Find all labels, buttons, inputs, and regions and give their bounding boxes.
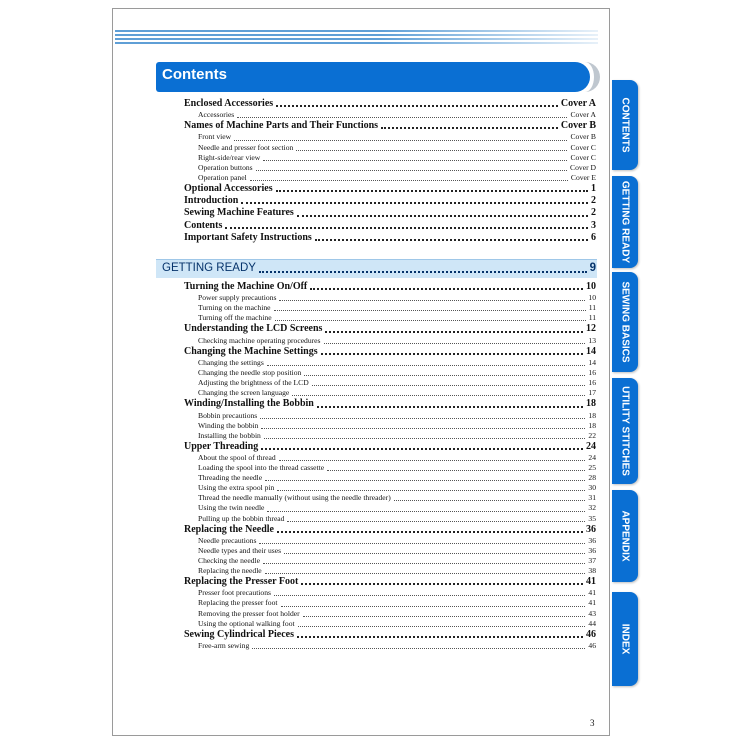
toc-entry-page: 11 [588, 303, 596, 313]
leader-dots [277, 485, 585, 491]
leader-dots [276, 183, 588, 192]
toc-entry-page: 10 [588, 293, 596, 303]
toc-entry-page: 46 [586, 628, 596, 640]
toc-entry-label: Replacing the needle [198, 566, 262, 576]
leader-dots [284, 548, 585, 554]
toc-entry-label: Changing the needle stop position [198, 368, 302, 378]
section-heading-page: 9 [589, 262, 596, 274]
leader-dots [325, 324, 583, 333]
toc-entry-label: Checking machine operating procedures [198, 335, 321, 345]
toc-subentry[interactable] [184, 473, 596, 483]
leader-dots [252, 643, 585, 649]
toc-entry-label: Threading the needle [198, 473, 263, 483]
header-stripes-fade [115, 30, 598, 46]
toc-subentry[interactable] [184, 368, 596, 378]
toc-entry-page: Cover C [570, 142, 596, 152]
toc-subentry[interactable] [184, 336, 596, 346]
toc-subentry[interactable] [184, 173, 596, 183]
toc-entry[interactable] [184, 98, 596, 110]
toc-entry-label: Turning on the machine [198, 303, 271, 313]
toc-entry-label: Contents [184, 219, 223, 231]
leader-dots [321, 346, 583, 355]
toc-subentry[interactable] [184, 378, 596, 388]
leader-dots [324, 337, 586, 343]
toc-entry-label: Adjusting the brightness of the LCD [198, 378, 309, 388]
toc-entry-page: Cover C [570, 152, 596, 162]
toc-subentry[interactable] [184, 556, 596, 566]
toc-entry-label: Accessories [198, 110, 235, 120]
toc-entry-label: Checking the needle [198, 556, 260, 565]
toc-entry-label: Turning off the machine [198, 313, 272, 323]
toc-entry-page: 44 [588, 618, 596, 628]
toc-entry-label: Free-arm sewing [198, 640, 250, 650]
leader-dots [274, 305, 586, 311]
section-heading-label: GETTING READY [162, 262, 256, 274]
toc-entry-label: Optional Accessories [184, 182, 273, 194]
toc-entry-label: Changing the screen language [198, 388, 290, 398]
toc-entry[interactable] [184, 281, 596, 293]
toc-entry-page: Cover B [560, 120, 596, 132]
toc-entry-label: Upper Threading [184, 440, 259, 452]
leader-dots [259, 263, 587, 273]
leader-dots [287, 515, 585, 521]
leader-dots [303, 610, 586, 616]
toc-entry-page: 46 [588, 640, 596, 650]
leader-dots [298, 620, 586, 626]
toc-entry-label: Using the optional walking foot [198, 618, 295, 628]
toc-subentry[interactable] [184, 358, 596, 368]
leader-dots [225, 220, 588, 229]
toc-entry[interactable] [184, 524, 596, 536]
toc-entry-page: 11 [588, 313, 596, 323]
toc-entry-label: About the spool of thread [198, 452, 276, 462]
toc-entry-page: 28 [588, 473, 596, 483]
toc-entry-page: 12 [586, 323, 596, 335]
leader-dots [265, 568, 586, 574]
section-heading[interactable] [162, 259, 596, 277]
toc-entry-label: Pulling up the bobbin thread [198, 513, 285, 523]
tab-utility-stitches[interactable] [612, 378, 638, 484]
leader-dots [279, 455, 586, 461]
toc-entry-page: 3 [591, 219, 596, 231]
toc-entry-page: 18 [588, 420, 596, 430]
toc-entry-page: 38 [588, 566, 596, 576]
leader-dots [234, 134, 567, 140]
toc-entry[interactable] [184, 629, 596, 641]
leader-dots [267, 360, 586, 366]
leader-dots [292, 390, 585, 396]
toc-entry-page: 22 [588, 430, 596, 440]
toc-section-list [184, 281, 596, 651]
toc-entry-page: 6 [591, 231, 596, 243]
leader-dots [267, 505, 585, 511]
toc-entry-page: 16 [588, 368, 596, 378]
leader-dots [317, 399, 583, 408]
toc-entry[interactable] [184, 323, 596, 335]
toc-entry-label: Using the twin needle [198, 503, 265, 513]
leader-dots [296, 144, 567, 150]
toc-entry-label: Removing the presser foot holder [198, 608, 300, 618]
toc-entry-label: Sewing Cylindrical Pieces [184, 628, 294, 640]
leader-dots [301, 576, 583, 585]
toc-entry-label: Installing the bobbin [198, 430, 261, 440]
leader-dots [304, 370, 585, 376]
leader-dots [263, 558, 585, 564]
toc-entry-page: 37 [588, 556, 596, 565]
tab-index[interactable] [612, 592, 638, 686]
toc-subentry[interactable] [184, 110, 596, 120]
toc-entry[interactable] [184, 232, 596, 244]
toc-subentry[interactable] [184, 411, 596, 421]
toc-entry[interactable] [184, 220, 596, 232]
toc-entry-page: 2 [591, 207, 596, 219]
toc-entry[interactable] [184, 346, 596, 358]
toc-entry-label: Changing the settings [198, 357, 264, 367]
toc-subentry[interactable] [184, 163, 596, 173]
toc-entry-label: Turning the Machine On/Off [184, 281, 308, 292]
toc-subentry[interactable] [184, 598, 596, 608]
leader-dots [297, 629, 583, 638]
tab-label: CONTENTS [619, 97, 631, 153]
leader-dots [260, 412, 585, 418]
toc-subentry[interactable] [184, 641, 596, 651]
tab-label: APPENDIX [619, 510, 631, 562]
toc-entry-label: Operation buttons [198, 162, 253, 172]
toc-subentry[interactable] [184, 153, 596, 163]
toc-entry-page: Cover A [560, 98, 596, 109]
page-number: 3 [590, 718, 595, 728]
leader-dots [237, 112, 567, 118]
leader-dots [276, 98, 558, 107]
tab-getting-ready[interactable] [612, 176, 638, 268]
leader-dots [263, 154, 567, 160]
toc-entry-label: Using the extra spool pin [198, 483, 275, 493]
toc-subentry[interactable] [184, 421, 596, 431]
toc-entry-label: Sewing Machine Features [184, 207, 294, 219]
toc-entry-page: 18 [588, 410, 596, 420]
toc-entry[interactable] [184, 195, 596, 207]
toc-entry-label: Names of Machine Parts and Their Functions [184, 120, 379, 132]
contents-header-cap [560, 62, 590, 92]
toc-subentry[interactable] [184, 453, 596, 463]
leader-dots [241, 195, 588, 204]
toc-entry-page: 16 [588, 378, 596, 388]
toc-subentry[interactable] [184, 619, 596, 629]
toc-entry-page: Cover E [570, 172, 596, 182]
leader-dots [256, 165, 567, 171]
toc-entry-page: 30 [588, 483, 596, 493]
tab-sewing-basics[interactable] [612, 272, 638, 372]
toc-entry[interactable] [184, 120, 596, 132]
toc-subentry[interactable] [184, 566, 596, 576]
toc-entry-label: Replacing the Needle [184, 523, 274, 535]
toc-subentry[interactable] [184, 143, 596, 153]
toc-entry-page: 24 [588, 452, 596, 462]
toc-subentry[interactable] [184, 431, 596, 441]
toc-entry-label: Winding the bobbin [198, 420, 259, 430]
toc-entry-page: 13 [588, 335, 596, 345]
tab-label: SEWING BASICS [619, 281, 631, 363]
toc-entry-label: Right-side/rear view [198, 152, 261, 162]
toc-entry-label: Needle and presser foot section [198, 142, 294, 152]
toc-entry-page: Cover D [570, 162, 596, 172]
toc-entry-page: 17 [588, 388, 596, 398]
toc-entry-page: 10 [586, 281, 596, 292]
toc-entry-page: 43 [588, 608, 596, 618]
leader-dots [310, 281, 583, 290]
toc-entry-label: Understanding the LCD Screens [184, 323, 323, 335]
toc-entry-page: 14 [588, 357, 596, 367]
leader-dots [250, 175, 568, 181]
toc-subentry[interactable] [184, 483, 596, 493]
toc-entry-page: 36 [586, 523, 596, 535]
toc-subentry[interactable] [184, 293, 596, 303]
toc-entry[interactable] [184, 441, 596, 453]
tab-contents[interactable] [612, 80, 638, 170]
toc-subentry[interactable] [184, 313, 596, 323]
leader-dots [261, 441, 583, 450]
toc-entry-label: Loading the spool into the thread cassette [198, 463, 325, 473]
toc-entry-page: Cover A [570, 110, 596, 120]
toc-entry-label: Replacing the Presser Foot [184, 576, 299, 588]
tab-label: UTILITY STITCHES [619, 386, 631, 476]
toc-subentry[interactable] [184, 503, 596, 513]
toc-entry-page: 35 [588, 513, 596, 523]
toc-entry-page: 25 [588, 463, 596, 473]
toc-entry-label: Enclosed Accessories [184, 98, 274, 109]
page-title: Contents [162, 66, 227, 83]
toc-entry-label: Winding/Installing the Bobbin [184, 398, 314, 410]
toc-entry-page: 41 [586, 576, 596, 588]
leader-dots [261, 422, 585, 428]
leader-dots [297, 208, 588, 217]
tab-label: INDEX [619, 623, 631, 655]
leader-dots [327, 465, 585, 471]
leader-dots [279, 295, 585, 301]
toc-entry[interactable] [184, 398, 596, 410]
toc-entry-page: 18 [586, 398, 596, 410]
leader-dots [315, 232, 588, 241]
toc-entry-label: Front view [198, 132, 232, 142]
toc-entry-label: Replacing the presser foot [198, 598, 278, 608]
toc-entry[interactable] [184, 183, 596, 195]
leader-dots [394, 495, 586, 501]
toc-subentry[interactable] [184, 536, 596, 546]
toc-entry-label: Changing the Machine Settings [184, 345, 318, 357]
toc-entry-label: Important Safety Instructions [184, 231, 312, 243]
toc-entry-label: Needle precautions [198, 535, 257, 545]
toc-subentry[interactable] [184, 388, 596, 398]
toc-subentry[interactable] [184, 514, 596, 524]
toc-subentry[interactable] [184, 132, 596, 142]
toc-entry-label: Introduction [184, 195, 239, 207]
toc-entry-page: 32 [588, 503, 596, 513]
leader-dots [259, 538, 585, 544]
leader-dots [277, 524, 583, 533]
toc-entry-label: Bobbin precautions [198, 410, 258, 420]
toc-entry[interactable] [184, 207, 596, 219]
toc-entry-page: 41 [588, 598, 596, 608]
toc-entry-page: 36 [588, 535, 596, 545]
toc-entry-page: 1 [591, 182, 596, 194]
toc-subentry[interactable] [184, 588, 596, 598]
toc-entry-label: Thread the needle manually (without using the needle threader) [198, 493, 391, 503]
leader-dots [281, 600, 586, 606]
leader-dots [312, 380, 586, 386]
toc-entry-page: 2 [591, 195, 596, 207]
toc-top-list [184, 98, 596, 244]
tab-appendix[interactable] [612, 490, 638, 582]
toc-subentry[interactable] [184, 463, 596, 473]
toc-entry-page: 41 [588, 588, 596, 598]
toc-entry-page: 14 [586, 345, 596, 357]
toc-entry-page: 24 [586, 440, 596, 452]
toc-entry-label: Needle types and their uses [198, 545, 282, 555]
toc-entry-page: 31 [588, 493, 596, 503]
toc-entry-label: Presser foot precautions [198, 588, 271, 598]
toc-entry-label: Operation panel [198, 172, 247, 182]
leader-dots [275, 315, 586, 321]
tab-label: GETTING READY [619, 180, 631, 264]
toc-subentry[interactable] [184, 493, 596, 503]
leader-dots [274, 590, 585, 596]
toc-subentry[interactable] [184, 546, 596, 556]
toc-subentry[interactable] [184, 609, 596, 619]
leader-dots [381, 120, 558, 129]
leader-dots [265, 475, 585, 481]
toc-entry[interactable] [184, 576, 596, 588]
toc-entry-page: Cover B [570, 132, 596, 142]
leader-dots [264, 432, 586, 438]
toc-entry-label: Power supply precautions [198, 293, 277, 303]
toc-subentry[interactable] [184, 303, 596, 313]
toc-entry-page: 36 [588, 545, 596, 555]
